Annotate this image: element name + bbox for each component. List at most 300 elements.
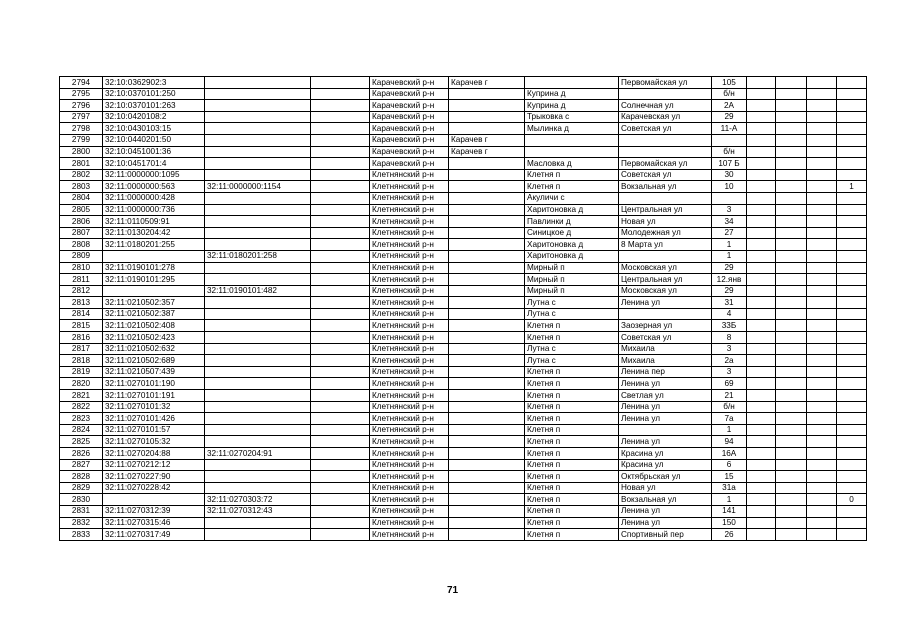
table-cell [837,262,867,274]
table-cell: 32:11:0000000:563 [103,181,205,193]
table-cell [311,204,370,216]
table-cell: 32:11:0270315:46 [103,517,205,529]
table-cell [205,390,311,402]
table-cell [837,471,867,483]
table-cell [747,448,776,460]
table-cell: Клетнянский р-н [370,262,449,274]
table-cell [449,517,525,529]
table-cell [807,343,837,355]
table-cell [525,134,619,146]
table-row [60,239,867,251]
table-cell: Центральная ул [619,274,712,286]
table-cell: Октябрьская ул [619,471,712,483]
table-cell: Вокзальная ул [619,494,712,506]
table-cell: 29 [712,262,747,274]
table-cell [311,250,370,262]
table-row [60,505,867,517]
table-cell: 7а [712,413,747,425]
table-cell [449,471,525,483]
table-cell: Красина ул [619,459,712,471]
table-cell [205,111,311,123]
table-cell: Клетня п [525,401,619,413]
table-cell [311,285,370,297]
table-cell: 2827 [60,459,103,471]
table-cell: 8 Марта ул [619,239,712,251]
table-cell: 32:11:0270317:49 [103,529,205,541]
table-cell [807,494,837,506]
table-cell: Клетня п [525,181,619,193]
table-cell [837,88,867,100]
table-cell [837,390,867,402]
table-row [60,250,867,262]
table-cell: Клетня п [525,424,619,436]
table-cell: Клетнянский р-н [370,424,449,436]
table-cell: Клетнянский р-н [370,366,449,378]
table-cell [747,343,776,355]
table-cell: 4 [712,308,747,320]
table-cell [449,297,525,309]
table-cell [449,448,525,460]
table-cell: Михаила [619,343,712,355]
table-cell [807,77,837,89]
table-row [60,343,867,355]
table-cell [311,100,370,112]
table-cell: 32:11:0270101:57 [103,424,205,436]
table-cell: Мирный п [525,274,619,286]
table-cell [449,343,525,355]
table-cell: 32:11:0000000:428 [103,192,205,204]
table-cell [205,100,311,112]
table-cell [311,459,370,471]
table-cell: 32:11:0270101:191 [103,390,205,402]
table-cell: Клетнянский р-н [370,448,449,460]
table-cell: Вокзальная ул [619,181,712,193]
table-cell [747,494,776,506]
table-cell: Клетня п [525,413,619,425]
table-cell [205,529,311,541]
table-cell: Харитоновка д [525,204,619,216]
table-cell [103,285,205,297]
table-cell [776,355,807,367]
table-cell [837,448,867,460]
table-cell [807,123,837,135]
table-cell [449,100,525,112]
table-cell: Клетнянский р-н [370,355,449,367]
table-cell: Акуличи с [525,192,619,204]
table-cell: 32:11:0270101:426 [103,413,205,425]
table-cell: Карачевский р-н [370,77,449,89]
table-cell: Клетня п [525,459,619,471]
table-row [60,169,867,181]
table-cell: 2796 [60,100,103,112]
table-cell [205,332,311,344]
table-cell: Лутна с [525,343,619,355]
table-cell [449,378,525,390]
table-cell [747,216,776,228]
table-row [60,390,867,402]
table-cell: Клетнянский р-н [370,517,449,529]
table-cell: Куприна д [525,100,619,112]
table-cell [776,401,807,413]
table-cell [807,308,837,320]
table-cell: 32:11:0210502:689 [103,355,205,367]
table-cell [619,308,712,320]
table-cell [776,413,807,425]
table-cell [747,401,776,413]
table-cell: 32:11:0210502:632 [103,343,205,355]
table-cell [311,401,370,413]
table-cell: 94 [712,436,747,448]
table-cell: Новая ул [619,482,712,494]
table-cell: Спортивный пер [619,529,712,541]
table-cell: 32:11:0270227:90 [103,471,205,483]
table-cell: 2815 [60,320,103,332]
table-cell [747,378,776,390]
table-row [60,146,867,158]
table-cell: Ленина ул [619,297,712,309]
table-row [60,517,867,529]
table-cell: Карачев г [449,134,525,146]
table-cell [776,204,807,216]
table-cell: Советская ул [619,332,712,344]
table-cell [205,239,311,251]
table-row [60,285,867,297]
table-cell: 2814 [60,308,103,320]
table-cell: 2803 [60,181,103,193]
table-cell [776,459,807,471]
table-cell [776,448,807,460]
table-cell [837,529,867,541]
table-cell [205,308,311,320]
table-cell [747,482,776,494]
table-cell: 2800 [60,146,103,158]
table-cell [205,88,311,100]
table-cell [449,239,525,251]
table-cell [776,436,807,448]
table-cell: б/н [712,146,747,158]
table-cell [807,216,837,228]
table-cell: Карачевский р-н [370,100,449,112]
table-row [60,297,867,309]
table-cell: Молодежная ул [619,227,712,239]
table-cell [311,134,370,146]
table-row [60,308,867,320]
table-cell: Харитоновка д [525,250,619,262]
table-cell [747,471,776,483]
table-row [60,529,867,541]
table-cell [205,366,311,378]
table-cell [205,459,311,471]
table-cell [776,100,807,112]
table-cell [747,134,776,146]
table-cell [807,274,837,286]
table-cell: б/н [712,88,747,100]
table-cell [747,227,776,239]
table-cell [837,459,867,471]
table-cell: 2813 [60,297,103,309]
table-cell [837,250,867,262]
table-row [60,448,867,460]
table-cell: Карачевский р-н [370,88,449,100]
table-cell: 2799 [60,134,103,146]
table-cell [776,297,807,309]
table-cell: Клетнянский р-н [370,529,449,541]
table-cell: 32:11:0270101:190 [103,378,205,390]
table-cell: 2833 [60,529,103,541]
table-cell [311,169,370,181]
table-cell: 11-А [712,123,747,135]
table-cell: 32:11:0180201:255 [103,239,205,251]
table-cell: 8 [712,332,747,344]
table-cell [747,436,776,448]
table-cell [807,401,837,413]
table-cell: 2797 [60,111,103,123]
table-row [60,181,867,193]
table-cell [747,332,776,344]
table-cell [205,482,311,494]
table-cell [807,413,837,425]
table-cell [807,250,837,262]
table-cell: 32:11:0130204:42 [103,227,205,239]
table-cell: Карачевский р-н [370,123,449,135]
table-cell: 2798 [60,123,103,135]
table-cell: 2805 [60,204,103,216]
table-cell [807,320,837,332]
table-cell: 29 [712,111,747,123]
table-cell: 2794 [60,77,103,89]
table-cell [205,436,311,448]
table-cell [747,529,776,541]
table-cell: Клетнянский р-н [370,192,449,204]
table-cell [837,413,867,425]
table-cell [776,274,807,286]
table-cell: 21 [712,390,747,402]
table-cell: 32:11:0000000:1095 [103,169,205,181]
table-cell [776,320,807,332]
table-cell: 3 [712,204,747,216]
table-cell [837,204,867,216]
table-cell: 27 [712,227,747,239]
table-cell: Заозерная ул [619,320,712,332]
table-cell [205,123,311,135]
table-cell [311,227,370,239]
table-cell: Куприна д [525,88,619,100]
table-cell: Лутна с [525,308,619,320]
table-cell: 32:11:0210502:423 [103,332,205,344]
table-cell [449,459,525,471]
table-cell: 32:11:0270303:72 [205,494,311,506]
table-cell: 2812 [60,285,103,297]
table-cell: 2817 [60,343,103,355]
table-cell [776,181,807,193]
table-cell [449,262,525,274]
table-cell [449,181,525,193]
table-cell [747,111,776,123]
table-cell [776,192,807,204]
table-cell: Масловка д [525,158,619,170]
table-cell: 2809 [60,250,103,262]
table-cell [807,227,837,239]
table-cell: 150 [712,517,747,529]
table-cell: 2808 [60,239,103,251]
table-row [60,204,867,216]
table-cell [205,192,311,204]
table-cell [837,216,867,228]
table-cell [311,239,370,251]
table-cell: Новая ул [619,216,712,228]
table-cell: 26 [712,529,747,541]
table-cell [205,77,311,89]
table-cell: 32:11:0190101:482 [205,285,311,297]
table-cell: Клетнянский р-н [370,459,449,471]
table-cell: 1 [712,494,747,506]
table-cell [747,517,776,529]
table-cell [747,100,776,112]
table-cell [837,146,867,158]
table-cell: 2806 [60,216,103,228]
table-cell: Солнечная ул [619,100,712,112]
registry-table [59,76,867,541]
table-cell [311,424,370,436]
table-cell [776,262,807,274]
table-cell [776,332,807,344]
table-cell [747,459,776,471]
table-cell [837,505,867,517]
table-cell [837,424,867,436]
table-row [60,413,867,425]
table-cell [449,529,525,541]
table-cell [205,134,311,146]
table-cell: Клетнянский р-н [370,471,449,483]
table-cell [837,355,867,367]
table-cell: Клетнянский р-н [370,216,449,228]
table-cell: Карачевский р-н [370,111,449,123]
table-cell [311,192,370,204]
table-cell: Советская ул [619,123,712,135]
table-cell [747,274,776,286]
table-cell [776,529,807,541]
table-cell: Карачевский р-н [370,158,449,170]
table-cell [807,204,837,216]
table-cell: 1 [712,239,747,251]
table-cell [776,482,807,494]
table-cell [311,471,370,483]
table-cell: Карачев г [449,77,525,89]
table-cell: 32:10:0451701:4 [103,158,205,170]
table-cell: Клетня п [525,320,619,332]
table-cell [807,332,837,344]
table-cell [205,227,311,239]
table-cell [449,436,525,448]
table-cell [837,320,867,332]
table-cell [837,378,867,390]
table-row [60,158,867,170]
table-cell: Клетнянский р-н [370,401,449,413]
table-cell [747,123,776,135]
table-cell [311,158,370,170]
table-cell [807,181,837,193]
table-cell: Клетнянский р-н [370,250,449,262]
table-cell: 2822 [60,401,103,413]
table-cell: 3 [712,366,747,378]
table-cell: Синицкое д [525,227,619,239]
table-row [60,262,867,274]
table-cell [449,204,525,216]
table-cell [807,262,837,274]
table-cell [807,297,837,309]
table-cell [311,181,370,193]
table-cell: 32:11:0270228:42 [103,482,205,494]
table-cell: 33Б [712,320,747,332]
table-row [60,100,867,112]
table-cell [449,424,525,436]
table-cell [712,192,747,204]
table-cell: Клетнянский р-н [370,308,449,320]
table-cell [449,320,525,332]
table-cell [449,123,525,135]
table-row [60,216,867,228]
table-cell: 32:10:0430103:15 [103,123,205,135]
table-row [60,227,867,239]
table-cell: Лутна с [525,355,619,367]
table-cell: Клетня п [525,390,619,402]
table-cell: Клетня п [525,505,619,517]
table-cell [205,355,311,367]
table-row [60,355,867,367]
table-cell: 32:10:0451001:36 [103,146,205,158]
table-cell [311,88,370,100]
table-cell [807,366,837,378]
table-cell [837,77,867,89]
table-cell: Ленина ул [619,436,712,448]
table-cell [807,158,837,170]
table-cell [747,297,776,309]
table-cell: 30 [712,169,747,181]
table-cell: 1 [837,181,867,193]
table-cell [837,192,867,204]
table-cell [619,88,712,100]
table-cell [103,494,205,506]
table-cell [747,146,776,158]
table-cell [776,123,807,135]
table-cell [837,517,867,529]
table-cell [311,436,370,448]
table-cell [747,308,776,320]
table-cell: 2818 [60,355,103,367]
table-row [60,192,867,204]
table-cell [449,169,525,181]
table-cell [205,517,311,529]
table-cell: 15 [712,471,747,483]
table-cell: Клетня п [525,366,619,378]
table-cell [776,424,807,436]
table-row [60,366,867,378]
table-cell [776,111,807,123]
table-cell: 32:10:0370101:250 [103,88,205,100]
table-cell: Клетня п [525,378,619,390]
table-cell [449,366,525,378]
table-cell [311,111,370,123]
table-cell [449,401,525,413]
table-cell: Клетнянский р-н [370,297,449,309]
table-cell [807,239,837,251]
table-cell: 105 [712,77,747,89]
table-row [60,134,867,146]
table-cell: 32:11:0270204:91 [205,448,311,460]
table-cell [449,505,525,517]
table-cell: Клетнянский р-н [370,320,449,332]
table-cell: Клетня п [525,436,619,448]
